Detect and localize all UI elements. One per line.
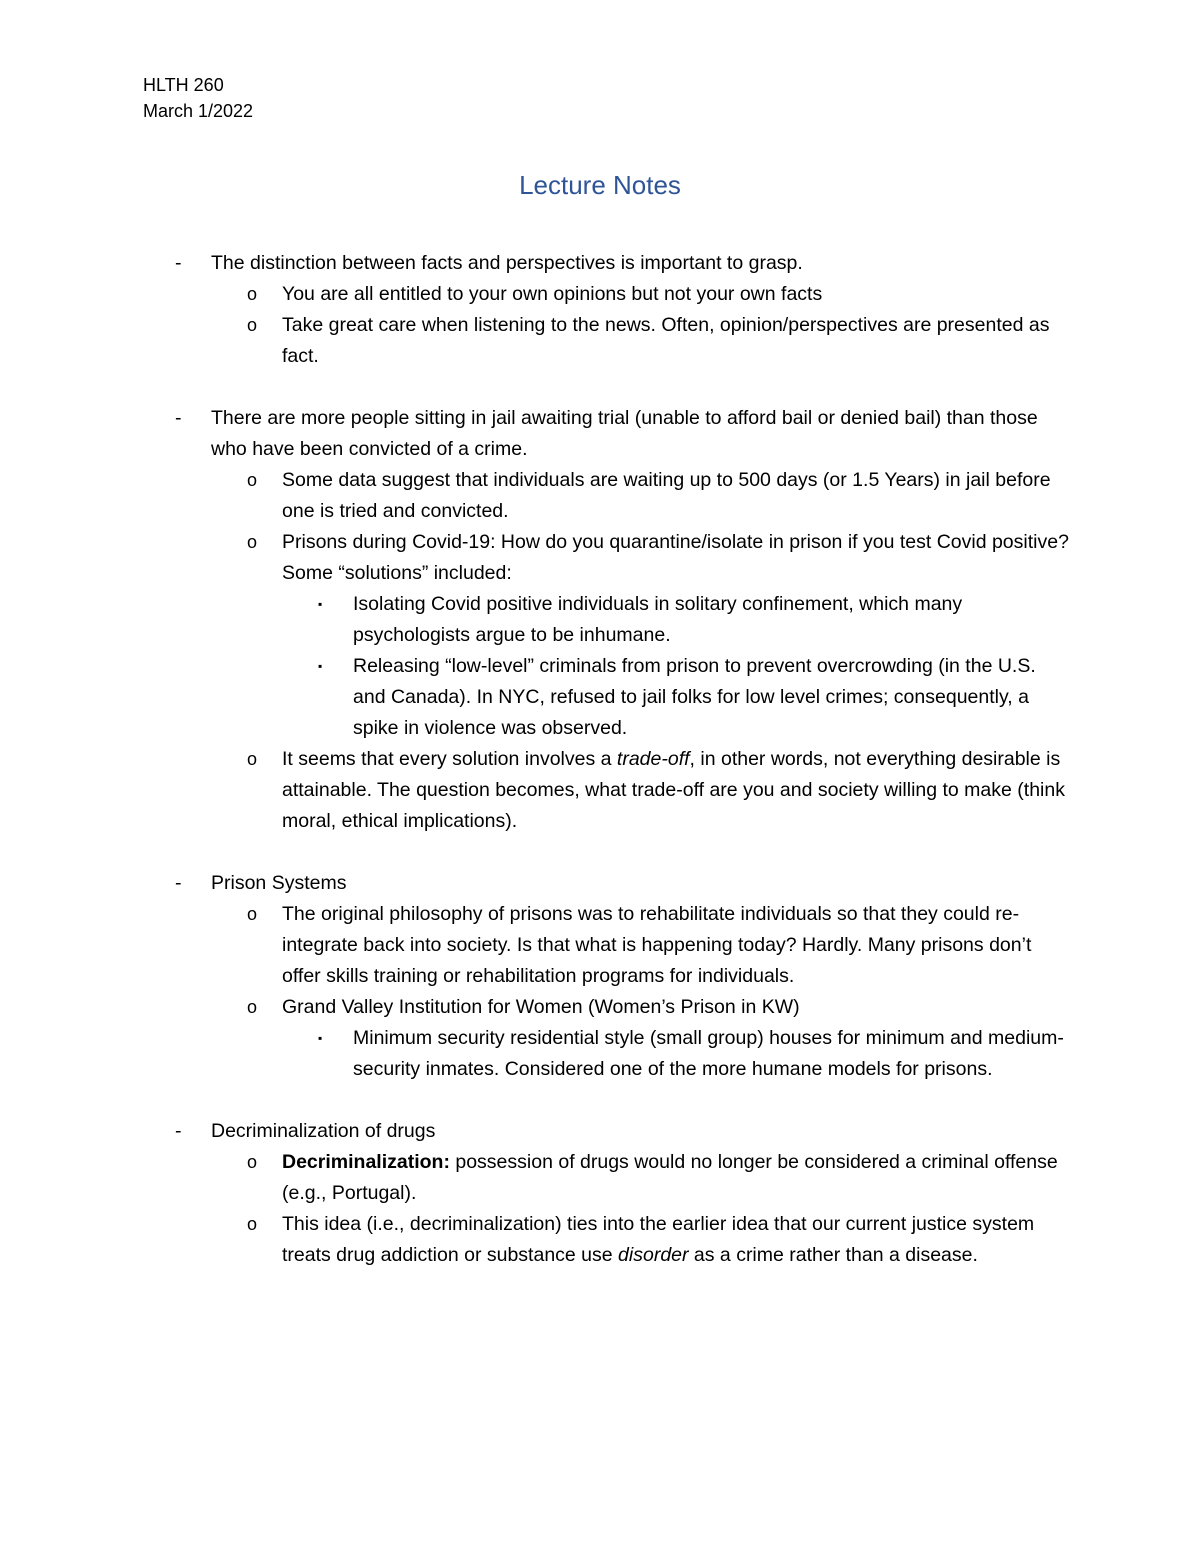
sub-bullet-text-start: This idea (i.e., decriminalization) ties into the earlier idea that our current justice system treats drug addiction or substance use <box>282 1213 1035 1266</box>
sub-sub-bullet-item <box>0 589 1073 651</box>
dash-marker: - <box>175 872 182 894</box>
dash-marker: - <box>175 252 182 274</box>
circle-marker: o <box>247 1152 258 1172</box>
definition-text: possession of drugs would no longer be considered a criminal offense (e.g., Portugal). <box>282 1151 1058 1204</box>
bullet-item <box>0 248 1071 279</box>
sub-bullet-text: Some data suggest that individuals are waiting up to 500 days (or 1.5 Years) in jail before one is tried and convicted. <box>282 469 1051 522</box>
spacer <box>0 372 1200 403</box>
sub-bullet-text: Take great care when listening to the news. Often, opinion/perspectives are presented as fact. <box>282 314 1050 367</box>
course-code: HLTH 260 <box>143 75 224 95</box>
square-marker: ▪ <box>318 597 323 611</box>
spacer <box>0 1085 1200 1116</box>
sub-bullet-text: Prisons during Covid-19: How do you quarantine/isolate in prison if you test Covid positive? Some “solutions” included: <box>282 531 1069 584</box>
square-marker: ▪ <box>318 659 323 673</box>
circle-marker: o <box>247 904 258 924</box>
sub-bullet-item <box>0 527 1072 589</box>
dash-marker: - <box>175 1120 182 1142</box>
emphasis-term: disorder <box>618 1244 689 1266</box>
sub-bullet-text: You are all entitled to your own opinions but not your own facts <box>282 283 823 305</box>
circle-marker: o <box>247 532 258 552</box>
sub-bullet-text-end: as a crime rather than a disease. <box>688 1244 978 1266</box>
sub-bullet-text-end: , in other words, not everything desirable is attainable. The question becomes, what trade-off are you and society willing to make (think moral, ethical implications). <box>282 748 1065 832</box>
page-title: Lecture Notes <box>519 170 681 200</box>
sub-bullet-item <box>0 992 1072 1023</box>
bullet-text: The distinction between facts and perspectives is important to grasp. <box>211 252 803 274</box>
defined-term: Decriminalization: <box>282 1151 450 1173</box>
bullet-text: There are more people sitting in jail awaiting trial (unable to afford bail or denied bail) than those who have been convicted of a crime. <box>211 407 1038 460</box>
bullet-item <box>0 868 1071 899</box>
circle-marker: o <box>247 997 258 1017</box>
circle-marker: o <box>247 315 258 335</box>
square-marker: ▪ <box>318 1031 323 1045</box>
sub-sub-bullet-text: Isolating Covid positive individuals in solitary confinement, which many psychologists argue to be inhumane. <box>353 593 963 646</box>
sub-sub-bullet-text: Minimum security residential style (small group) houses for minimum and medium-security inmates. Considered one of the more humane models for prisons. <box>353 1027 1064 1080</box>
sub-sub-bullet-item <box>0 651 1073 744</box>
sub-sub-bullet-item <box>0 1023 1073 1085</box>
sub-bullet-item <box>0 465 1072 527</box>
circle-marker: o <box>247 749 258 769</box>
circle-marker: o <box>247 470 258 490</box>
bullet-text: Decriminalization of drugs <box>211 1120 436 1142</box>
sub-bullet-text: Grand Valley Institution for Women (Women’s Prison in KW) <box>282 996 800 1018</box>
document-date: March 1/2022 <box>143 101 254 121</box>
sub-sub-bullet-text: Releasing “low-level” criminals from prison to prevent overcrowding (in the U.S. and Canada). In NYC, refused to jail folks for low level crimes; consequently, a spike in violence was observed. <box>353 655 1036 739</box>
sub-bullet-item <box>0 744 1072 837</box>
dash-marker: - <box>175 407 182 429</box>
circle-marker: o <box>247 1214 258 1234</box>
circle-marker: o <box>247 284 258 304</box>
sub-bullet-text-start: It seems that every solution involves a <box>282 748 617 770</box>
bullet-item <box>0 1116 1071 1147</box>
sub-bullet-item <box>0 899 1072 992</box>
bullet-text: Prison Systems <box>211 872 347 894</box>
sub-bullet-text: The original philosophy of prisons was to rehabilitate individuals so that they could re-integrate back into society. Is that what is happening today? Hardly. Many prisons don’t offer skills training or rehabilitation programs for individuals. <box>282 903 1032 987</box>
document-header <box>143 72 253 124</box>
sub-bullet-item <box>0 310 1072 372</box>
sub-bullet-item <box>0 1209 1072 1271</box>
spacer <box>0 837 1200 868</box>
sub-bullet-item <box>0 279 1072 310</box>
bullet-item <box>0 403 1071 465</box>
notes-body <box>0 248 1200 1271</box>
sub-bullet-item <box>0 1147 1072 1209</box>
emphasis-term: trade-off <box>616 748 690 770</box>
